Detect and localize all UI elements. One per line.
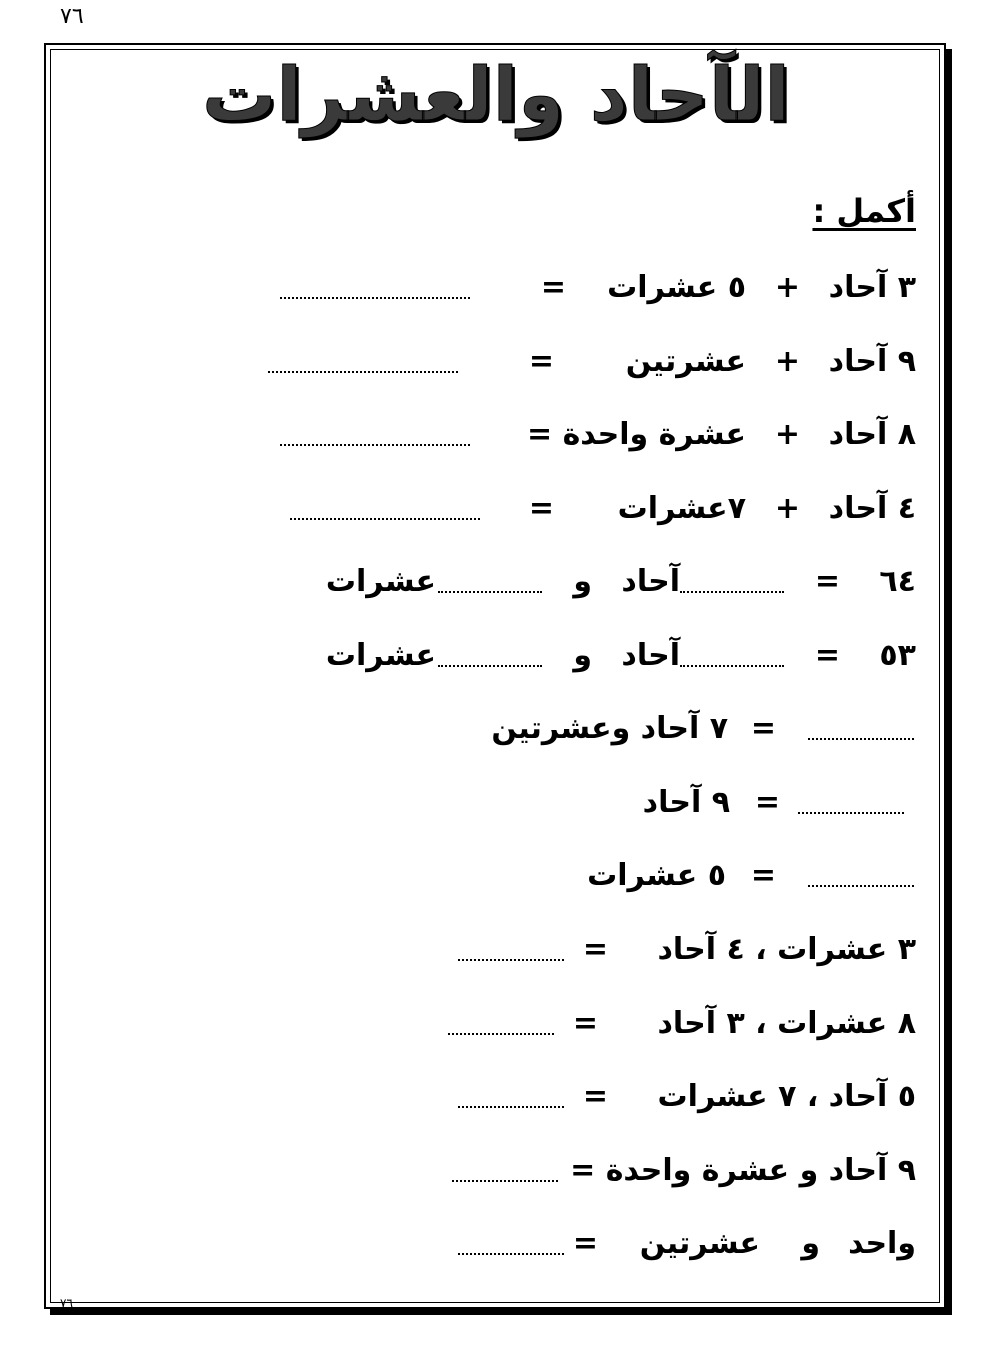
row-12-expression: ٥ آحاد ، ٧ عشرات: [657, 1079, 916, 1114]
row-6-tens-label: عشرات: [325, 638, 436, 673]
row-8-expression: ٩ آحاد: [642, 785, 730, 820]
instruction-heading: أكمل :: [812, 192, 916, 230]
row-2-answer-blank[interactable]: [268, 371, 458, 373]
exercise-row-10: [0, 928, 992, 972]
row-13-answer-blank[interactable]: [452, 1180, 558, 1182]
row-10-equals: =: [582, 932, 608, 967]
row-3-answer-blank[interactable]: [280, 444, 470, 446]
row-2-tens: عشرتين: [625, 344, 746, 379]
row-4-equals: =: [528, 491, 554, 526]
row-4-tens: ٧عشرات: [617, 491, 746, 526]
row-4-plus: +: [774, 491, 800, 526]
exercise-row-12: [0, 1075, 992, 1119]
row-14-and: و: [801, 1226, 820, 1261]
row-12-answer-blank[interactable]: [458, 1106, 564, 1108]
exercise-row-14: [0, 1222, 992, 1266]
row-1-answer-blank[interactable]: [280, 297, 470, 299]
row-2-equals: =: [528, 344, 554, 379]
exercise-row-7: [0, 707, 992, 751]
exercise-row-6: [0, 634, 992, 678]
row-9-answer-blank[interactable]: [808, 885, 914, 887]
row-7-answer-blank[interactable]: [808, 738, 914, 740]
row-12-equals: =: [582, 1079, 608, 1114]
row-2-plus: +: [774, 344, 800, 379]
row-3-tens: عشرة واحدة =: [526, 417, 746, 452]
row-14-equals: =: [572, 1226, 598, 1261]
exercise-row-2: [0, 340, 992, 384]
exercise-row-1: [0, 266, 992, 310]
row-1-equals: =: [540, 270, 566, 305]
row-10-answer-blank[interactable]: [458, 959, 564, 961]
row-1-plus: +: [774, 270, 800, 305]
exercise-row-4: [0, 487, 992, 531]
row-6-and: و: [573, 638, 592, 673]
row-6-ones-label: آحاد: [621, 638, 680, 673]
row-14-answer-blank[interactable]: [458, 1253, 564, 1255]
page-number-top: ٧٦: [60, 4, 84, 29]
row-1-tens: ٥ عشرات: [607, 270, 746, 305]
row-9-expression: ٥ عشرات: [587, 858, 726, 893]
row-3-ones: ٨ آحاد: [828, 417, 916, 452]
exercise-row-5: [0, 560, 992, 604]
row-8-equals: =: [754, 785, 780, 820]
row-5-number: ٦٤: [879, 564, 916, 599]
exercise-row-13: [0, 1149, 992, 1193]
row-5-equals: =: [814, 564, 840, 599]
row-5-ones-label: آحاد: [621, 564, 680, 599]
row-6-tens-blank[interactable]: [438, 665, 542, 667]
row-4-ones: ٤ آحاد: [828, 491, 916, 526]
exercise-row-8: [0, 781, 992, 825]
row-5-ones-blank[interactable]: [680, 591, 784, 593]
row-6-ones-blank[interactable]: [680, 665, 784, 667]
row-1-ones: ٣ آحاد: [828, 270, 916, 305]
row-9-equals: =: [750, 858, 776, 893]
row-4-answer-blank[interactable]: [290, 518, 480, 520]
page-title: الآحاد والعشرات: [202, 52, 790, 138]
exercise-row-9: [0, 854, 992, 898]
row-14-tens: عشرتين: [639, 1226, 760, 1261]
row-10-expression: ٣ عشرات ، ٤ آحاد: [657, 932, 916, 967]
row-8-answer-blank[interactable]: [798, 812, 904, 814]
row-5-tens-label: عشرات: [325, 564, 436, 599]
row-3-plus: +: [774, 417, 800, 452]
page-number-bottom: ٧٦: [60, 1296, 73, 1310]
row-11-answer-blank[interactable]: [448, 1033, 554, 1035]
exercise-row-3: [0, 413, 992, 457]
row-14-ones: واحد: [848, 1226, 916, 1261]
row-13-expression: ٩ آحاد و عشرة واحدة =: [570, 1153, 916, 1188]
row-7-equals: =: [750, 711, 776, 746]
row-7-expression: ٧ آحاد وعشرتين: [491, 711, 728, 746]
row-11-expression: ٨ عشرات ، ٣ آحاد: [657, 1006, 916, 1041]
row-11-equals: =: [572, 1006, 598, 1041]
exercise-row-11: [0, 1002, 992, 1046]
row-5-tens-blank[interactable]: [438, 591, 542, 593]
row-6-number: ٥٣: [879, 638, 916, 673]
row-6-equals: =: [814, 638, 840, 673]
row-2-ones: ٩ آحاد: [828, 344, 916, 379]
row-5-and: و: [573, 564, 592, 599]
